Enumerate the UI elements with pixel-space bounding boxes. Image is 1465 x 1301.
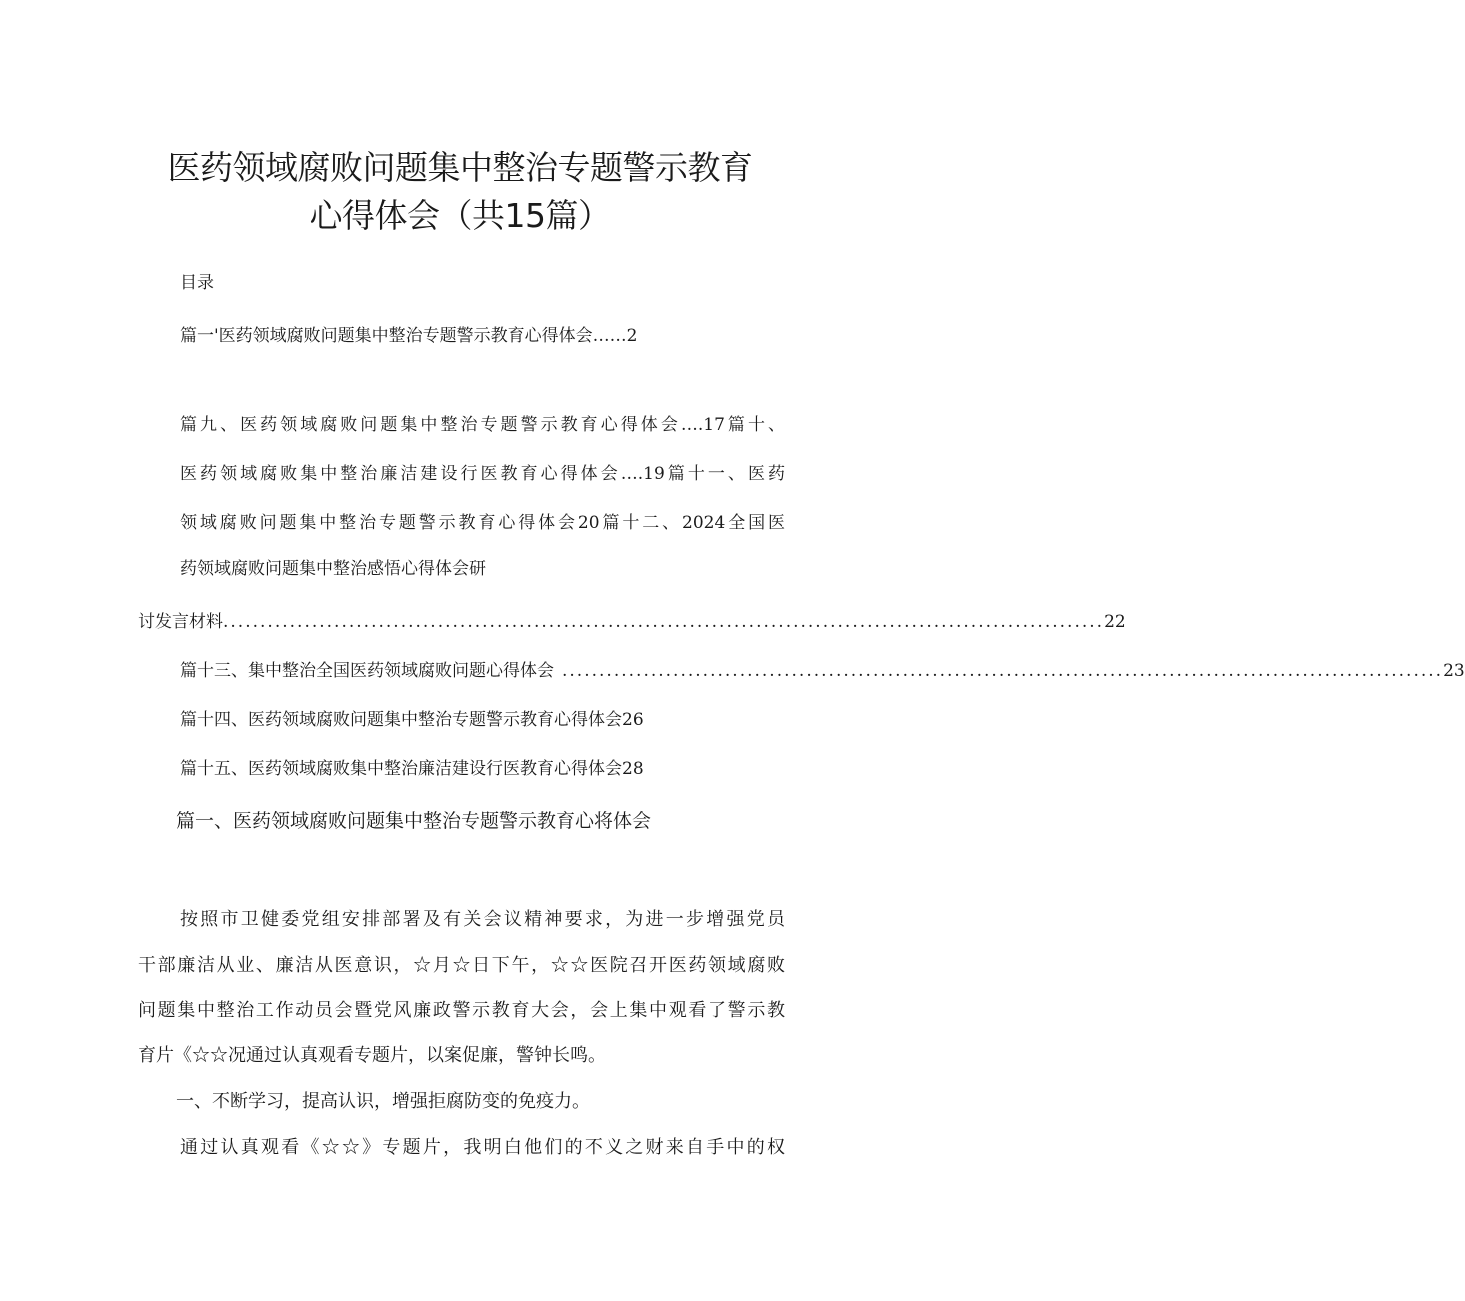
document-title-line-1: 医药领域腐败问题集中整治专题警示教育: [167, 148, 753, 187]
paragraph-line: 干部廉洁从业、廉洁从医意识，☆月☆日下午，☆☆医院召开医药领域腐败: [138, 955, 785, 976]
toc-entry: 篇十四、医药领域腐败问题集中整治专题警示教育心得体会26: [180, 710, 644, 730]
toc-entry-with-leader: [138, 607, 1126, 632]
toc-entry-text: 讨发言材料: [138, 612, 223, 632]
toc-page-number: 22: [1104, 612, 1126, 632]
toc-dot-leader: .......................................................................................................................: [562, 661, 1444, 681]
document-title-line-2: 心得体会（共15篇）: [309, 196, 611, 235]
toc-entry-with-leader: [180, 656, 1465, 681]
toc-entry: 篇九、医药领域腐败问题集中整治专题警示教育心得体会….17篇十、: [180, 415, 785, 435]
section-title: 篇一、医药领域腐败问题集中整治专题警示教育心将体会: [176, 810, 652, 832]
toc-entry: 医药领域腐败集中整治廉洁建设行医教育心得体会….19篇十一、医药: [180, 464, 785, 484]
paragraph-line: 育片《☆☆况通过认真观看专题片，以案促廉，警钟长鸣。: [138, 1045, 606, 1066]
toc-entry: 领域腐败问题集中整治专题警示教育心得体会20篇十二、2024全国医: [180, 513, 785, 533]
paragraph-line: 通过认真观看《☆☆》专题片，我明白他们的不义之财来自手中的权: [180, 1137, 785, 1158]
paragraph-line: 按照市卫健委党组安排部署及有关会议精神要求，为进一步增强党员: [180, 909, 785, 930]
toc-entry: 篇一'医药领域腐败问题集中整治专题警示教育心得体会……2: [180, 326, 638, 346]
toc-entry: 药领域腐败问题集中整治感悟心得体会研: [180, 559, 486, 579]
toc-page-number: 23: [1443, 661, 1465, 681]
toc-dot-leader: .......................................................................................................................: [223, 612, 1105, 632]
subheading: 一、不断学习，提高认识，增强拒腐防变的免疫力。: [176, 1091, 590, 1112]
toc-label: 目录: [180, 273, 214, 293]
toc-entry: 篇十五、医药领域腐败集中整治廉洁建设行医教育心得体会28: [180, 759, 644, 779]
paragraph-line: 问题集中整治工作动员会暨党风廉政警示教育大会，会上集中观看了警示教: [138, 1000, 785, 1021]
toc-entry-text: 篇十三、集中整治全国医药领域腐败问题心得体会: [180, 661, 554, 681]
